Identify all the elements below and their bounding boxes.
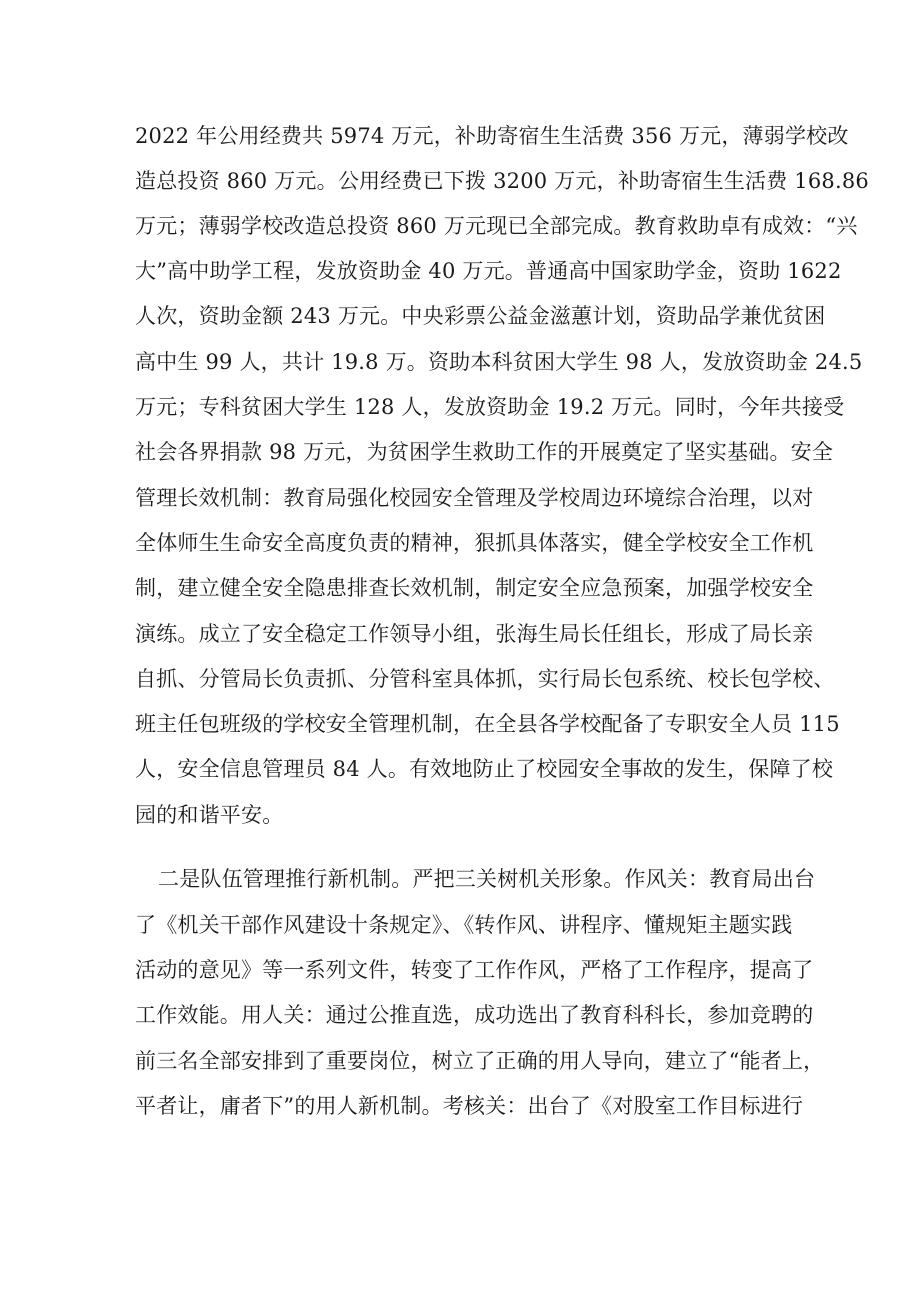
text-line: 2022 年公用经费共 5974 万元，补助寄宿生生活费 356 万元，薄弱学校改 <box>135 124 849 148</box>
text-line: 社会各界捐款 98 万元，为贫困学生救助工作的开展奠定了坚实基础。安全 <box>135 440 834 464</box>
text-line: 演练。成立了安全稳定工作领导小组，张海生局长任组长，形成了局长亲 <box>135 622 814 646</box>
text-line: 制，建立健全安全隐患排查长效机制，制定安全应急预案，加强学校安全 <box>135 576 814 600</box>
text-line: 平者让，庸者下”的用人新机制。考核关：出台了《对股室工作目标进行 <box>135 1094 804 1118</box>
text-line: 工作效能。用人关：通过公推直选，成功选出了教育科科长，参加竞聘的 <box>135 1003 814 1027</box>
text-line: 全体师生生命安全高度负责的精神，狠抓具体落实，健全学校安全工作机 <box>135 531 814 555</box>
text-line: 自抓、分管局长负责抓、分管科室具体抓，实行局长包系统、校长包学校、 <box>135 667 835 691</box>
text-line: 高中生 99 人，共计 19.8 万。资助本科贫困大学生 98 人，发放资助金 24.5 <box>135 350 863 374</box>
text-line: 了《机关干部作风建设十条规定》、《转作风、讲程序、懂规矩主题实践 <box>135 913 793 937</box>
text-line: 管理长效机制：教育局强化校园安全管理及学校周边环境综合治理，以对 <box>135 486 814 510</box>
text-line: 活动的意见》等一系列文件，转变了工作作风，严格了工作程序，提高了 <box>135 958 814 982</box>
text-line: 园的和谐平安。 <box>135 803 284 827</box>
text-line: 大”高中助学工程，发放资助金 40 万元。普通高中国家助学金，资助 1622 <box>135 259 842 283</box>
text-line: 万元；专科贫困大学生 128 人，发放资助金 19.2 万元。同时，今年共接受 <box>135 395 845 419</box>
text-line: 万元；薄弱学校改造总投资 860 万元现已全部完成。教育救助卓有成效：“兴 <box>135 214 858 238</box>
text-line: 造总投资 860 万元。公用经费已下拨 3200 万元，补助寄宿生生活费 168.86 <box>135 169 869 193</box>
text-line: 前三名全部安排到了重要岗位，树立了正确的用人导向，建立了“能者上， <box>135 1049 825 1073</box>
text-line: 人，安全信息管理员 84 人。有效地防止了校园安全事故的发生，保障了校 <box>135 757 834 781</box>
text-line: 班主任包班级的学校安全管理机制，在全县各学校配备了专职安全人员 115 <box>135 712 840 736</box>
text-line: 人次，资助金额 243 万元。中央彩票公益金滋蕙计划，资助品学兼优贫困 <box>135 304 826 328</box>
text-line: 二是队伍管理推行新机制。严把三关树机关形象。作风关：教育局出台 <box>158 867 816 891</box>
